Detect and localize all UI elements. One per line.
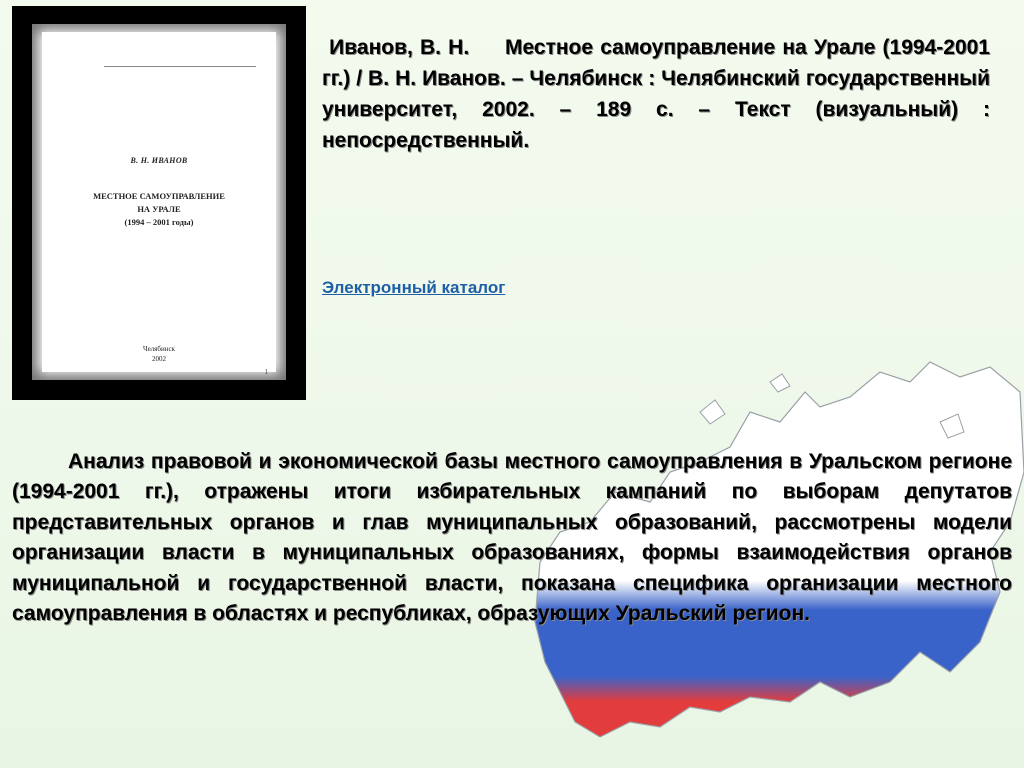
cover-year: 2002 bbox=[152, 355, 166, 363]
cover-imprint bbox=[42, 344, 276, 364]
book-cover bbox=[12, 6, 306, 400]
cover-title-years: (1994 – 2001 годы) bbox=[124, 217, 194, 227]
electronic-catalog-link[interactable]: Электронный каталог bbox=[322, 278, 506, 297]
bibliographic-citation: Иванов, В. Н. Местное самоуправление на Урале (1994-2001 гг.) / В. Н. Иванов. – Челябинск : Челябинский государственный университет, 2002. – 189 с. – Текст (визуальный) : непосредственный. bbox=[322, 36, 996, 152]
cover-page-number: 1 bbox=[264, 368, 268, 376]
book-cover-frame bbox=[32, 24, 286, 380]
cover-city: Челябинск bbox=[143, 345, 175, 353]
cover-rule bbox=[104, 66, 256, 67]
book-title-page bbox=[42, 32, 276, 376]
cover-title bbox=[42, 190, 276, 229]
cover-title-line: НА УРАЛЕ bbox=[137, 204, 181, 214]
cover-author: В. Н. ИВАНОВ bbox=[130, 156, 188, 165]
book-abstract: Анализ правовой и экономической базы местного самоуправления в Уральском регионе (1994-2001 гг.), отражены итоги избирательных кампаний по выборам депутатов представительных органов и глав муниципальных образований, рассмотрены модели организации власти в муниципальных образованиях, формы взаимодействия органов муниципальной и государственной власти, показана специфика организации местного самоуправления в областях и республиках, образующих Уральский регион. bbox=[12, 450, 1012, 626]
cover-title-line: МЕСТНОЕ САМОУПРАВЛЕНИЕ bbox=[93, 191, 225, 201]
